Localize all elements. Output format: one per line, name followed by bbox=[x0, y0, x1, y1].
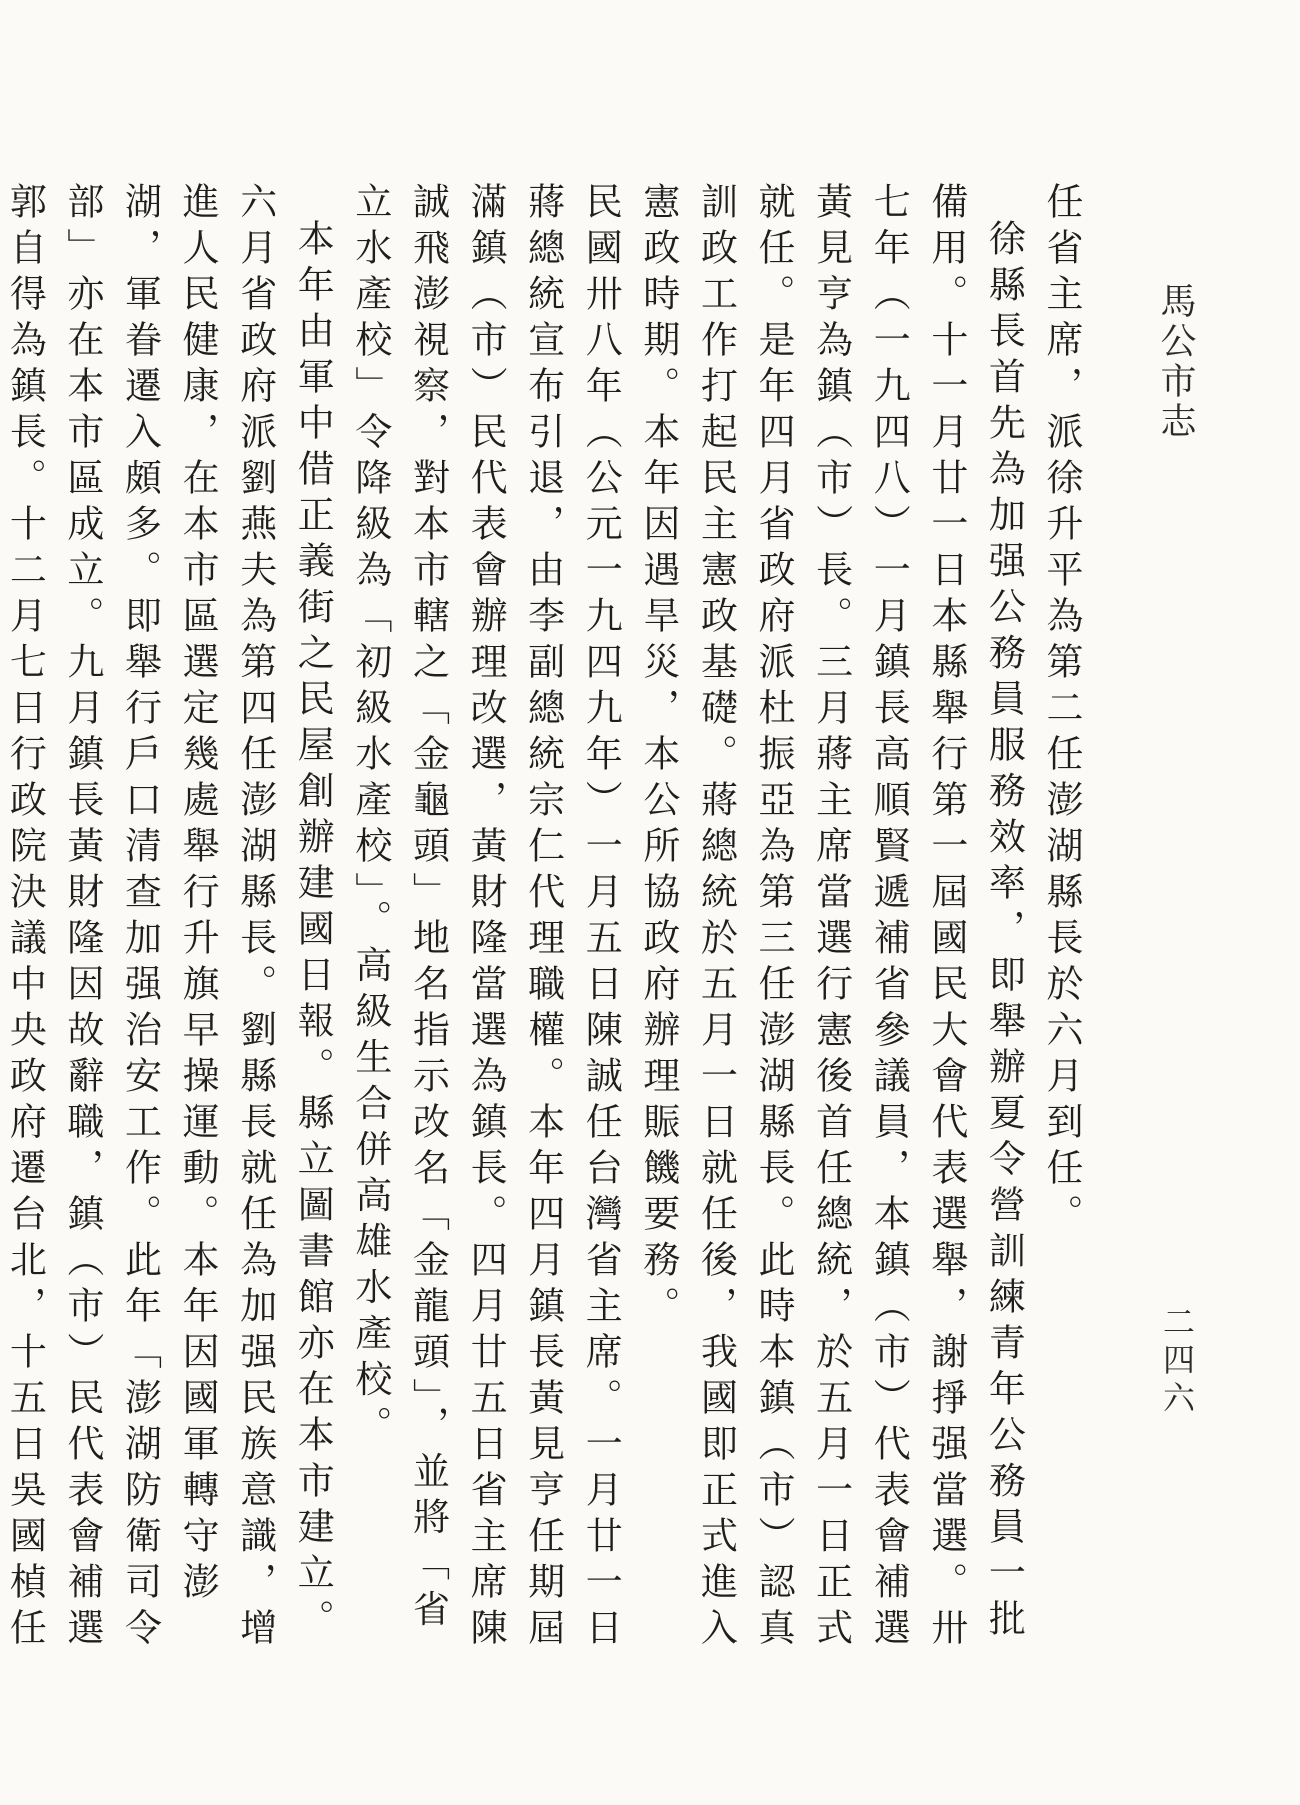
body-text bbox=[3, 182, 1090, 1672]
paragraph-defense-and-library: 本年由軍中借正義街之民屋創辦建國日報。縣立圖書館亦在本市建立。六月省政府派劉燕夫為第四任澎湖縣長。劉縣長就任為加强民族意識，增進人民健康，在本市區選定幾處舉行升旗早操運動。本年因國軍轉守澎湖，軍眷遷入頗多。即舉行戶口清查加强治安工作。此年「澎湖防衛司令部」亦在本市區成立。九月鎮長黃財隆因故辭職，鎮（市）民代表會補選郭自得為鎮長。十二月七日行政院決議中央政府遷台北，十五日吳國楨任 bbox=[3, 182, 335, 1654]
paragraph-xu-county-head: 徐縣長首先為加强公務員服務效率，即舉辦夏令營訓練青年公務員一批備用。十一月廿一日本縣舉行第一屆國民大會代表選舉，謝掙强當選。卅七年（一九四八）一月鎮長高順賢遞補省參議員，本鎮（市）代表會補選黃見亨為鎮（市）長。三月蔣主席當選行憲後首任總統，於五月一日正式就任。是年四月省政府派杜振亞為第三任澎湖縣長。此時本鎮（市）認真訓政工作打起民主憲政基礎。蔣總統於五月一日就任後，我國即正式進入憲政時期。本年因遇旱災，本公所協政府辦理賑饑要務。 bbox=[636, 182, 1026, 1654]
page-number: 二四六 bbox=[1158, 1305, 1196, 1419]
running-head-title: 馬公市志 bbox=[1155, 282, 1196, 442]
paragraph-continuation: 任省主席，派徐升平為第二任澎湖縣長於六月到任。 bbox=[1040, 182, 1083, 1240]
paragraph-1949-events: 民國卅八年（公元一九四九年）一月五日陳誠任台灣省主席。一月廿一日蔣總統宣布引退，由李副總統宗仁代理職權。本年四月鎮長黃見亨任期屆滿鎮（市）民代表會辦理改選，黃財隆當選為鎮長。四月廿五日省主席陳誠飛澎視察，對本市轄之「金龜頭」地名指示改名「金龍頭」，並將「省立水產校」令降級為「初級水產校」。高級生合併高雄水產校。 bbox=[348, 182, 623, 1654]
